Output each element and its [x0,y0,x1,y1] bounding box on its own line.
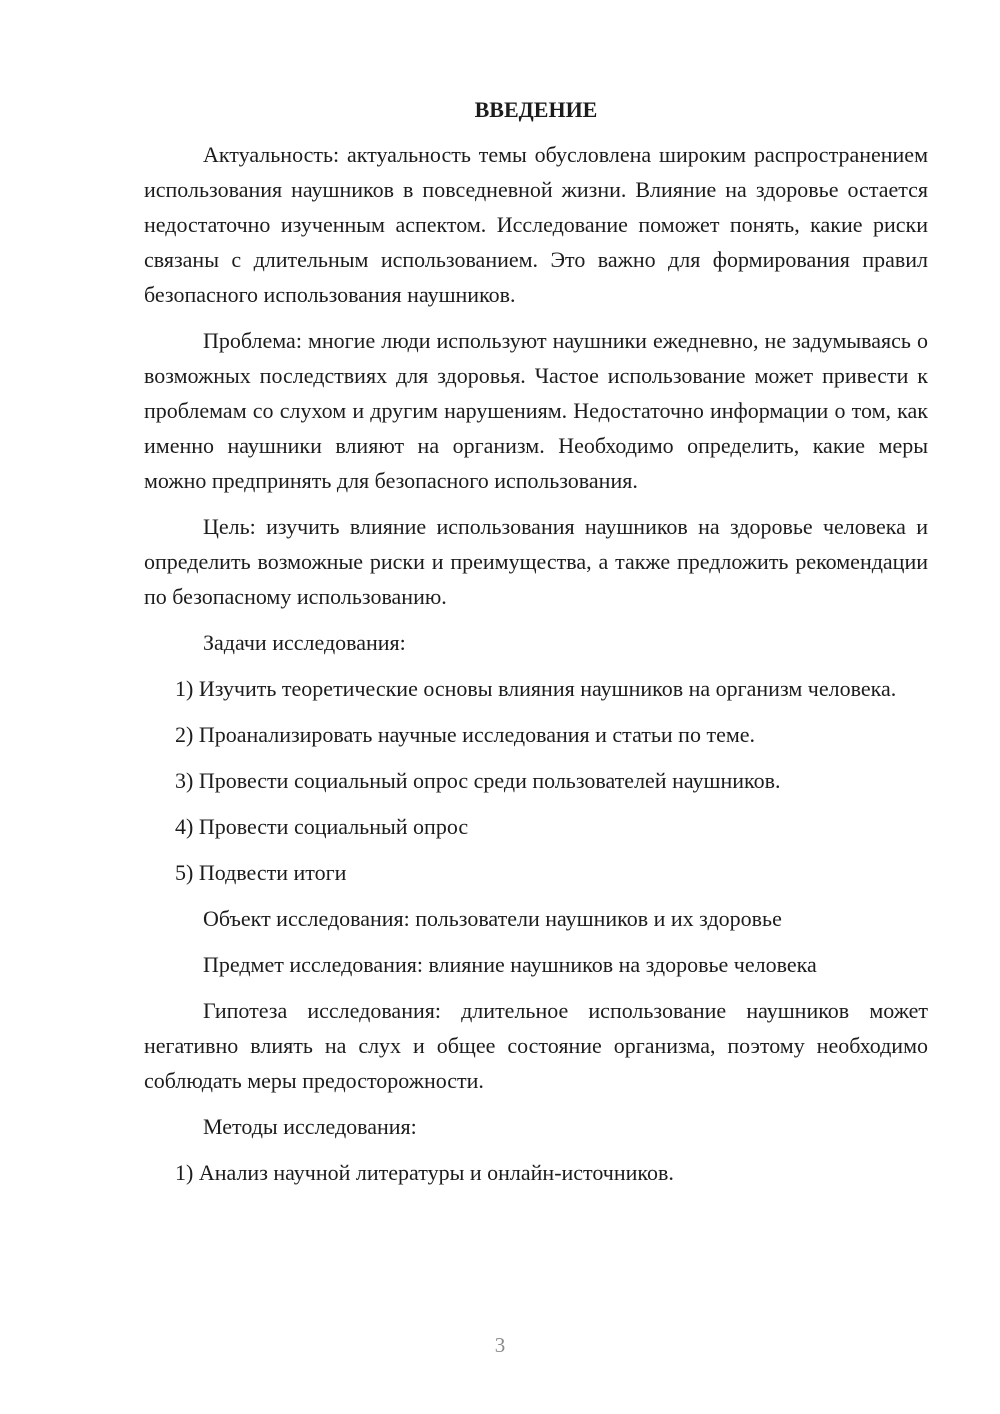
section-title: ВВЕДЕНИЕ [474,97,598,122]
task-item-5: 5) Подвести итоги [175,860,347,885]
task-item-2: 2) Проанализировать научные исследования и статьи по теме. [175,722,756,747]
methods-heading: Методы исследования: [203,1114,417,1139]
relevance-paragraph: Актуальность: актуальность темы обусловлена широким распространением использования наушников в повседневной жизни. Влияние на здоровье остается недостаточно изученным аспектом. Исследование поможет понять, какие риски связаны с длительным использованием. Это важно для формирования правил безопасного использования наушников. [144,142,928,307]
page-number: 3 [494,1333,506,1357]
task-item-1: 1) Изучить теоретические основы влияния наушников на организм человека. [175,676,897,701]
research-object: Объект исследования: пользователи наушников и их здоровье [203,906,782,931]
goal-paragraph: Цель: изучить влияние использования наушников на здоровье человека и определить возможные риски и преимущества, а также предложить рекомендации по безопасному использованию. [144,514,928,609]
method-item-1: 1) Анализ научной литературы и онлайн-источников. [175,1160,674,1185]
hypothesis-paragraph: Гипотеза исследования: длительное использование наушников может негативно влиять на слух и общее состояние организма, поэтому необходимо соблюдать меры предосторожности. [144,998,928,1093]
document-body [144,96,928,1201]
research-subject: Предмет исследования: влияние наушников на здоровье человека [203,952,817,977]
tasks-heading: Задачи исследования: [203,630,406,655]
task-item-4: 4) Провести социальный опрос [175,814,469,839]
task-item-3: 3) Провести социальный опрос среди пользователей наушников. [175,768,781,793]
problem-paragraph: Проблема: многие люди используют наушники ежедневно, не задумываясь о возможных последствиях для здоровья. Частое использование может привести к проблемам со слухом и другим нарушениям. Недостаточно информации о том, как именно наушники влияют на организм. Необходимо определить, какие меры можно предпринять для безопасного использования. [144,328,928,493]
